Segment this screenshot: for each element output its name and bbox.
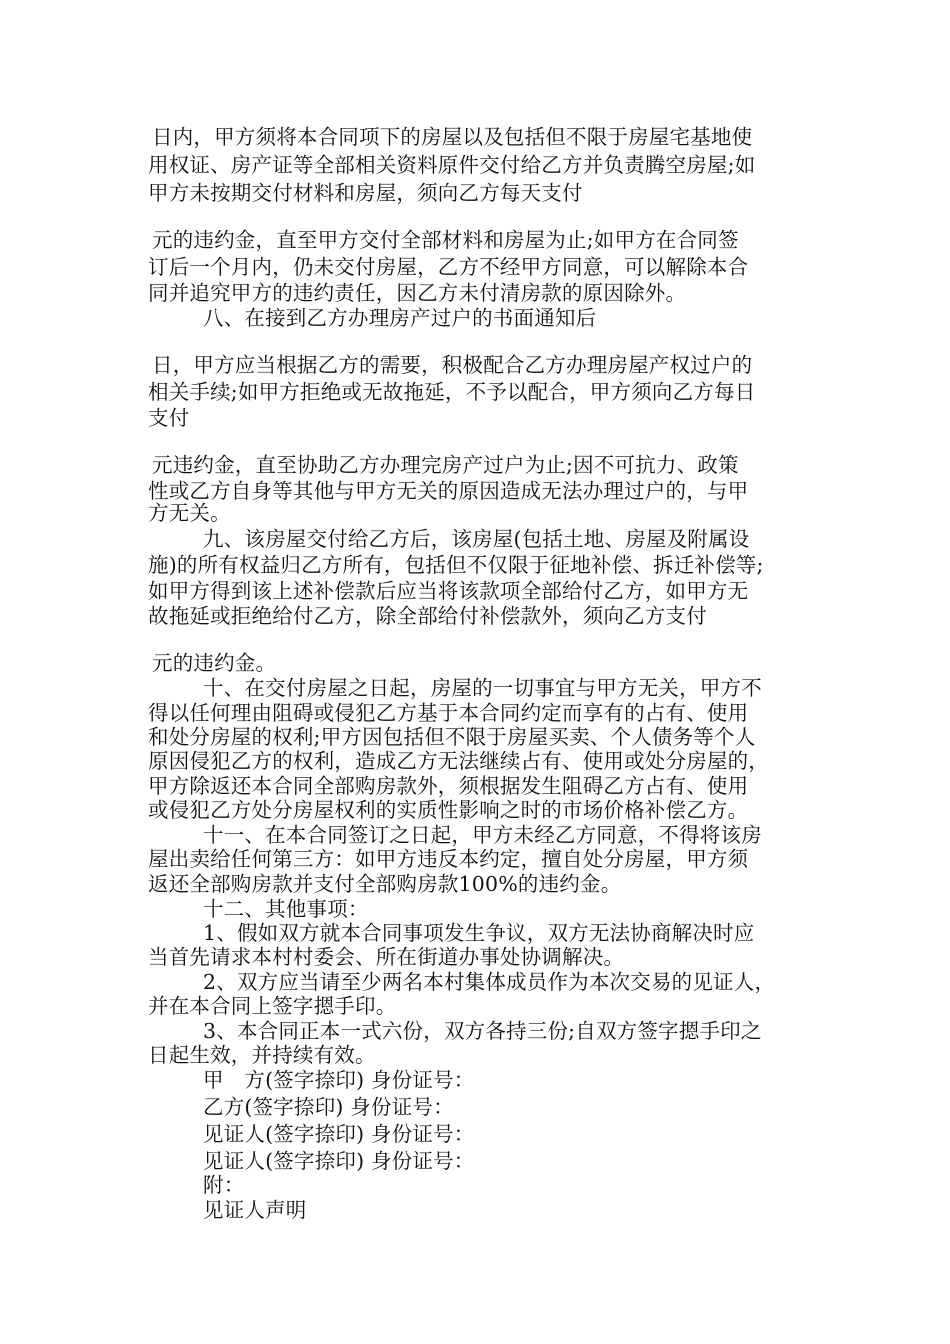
text-line: 相关手续;如甲方拒绝或无故拖延，不予以配合，甲方须向乙方每日	[148, 380, 756, 404]
text-line: 并在本合同上签字摁手印。	[148, 994, 397, 1018]
text-line: 故拖延或拒绝给付乙方，除全部给付补偿款外，须向乙方支付	[148, 604, 707, 628]
appendix-label: 附：	[203, 1173, 245, 1197]
text-line: 同并追究甲方的违约责任，因乙方未付清房款的原因除外。	[148, 281, 687, 305]
party-a-signature-line: 甲 方(签字捺印) 身份证号：	[203, 1068, 475, 1092]
text-line: 用权证、房产证等全部相关资料原件交付给乙方并负责腾空房屋;如	[148, 153, 756, 177]
text-line: 元的违约金。	[152, 651, 277, 675]
text-line: 甲方除返还本合同全部购房款外，须根据发生阻碍乙方占有、使用	[148, 774, 749, 798]
text-line: 甲方未按期交付材料和房屋，须向乙方每天支付	[148, 181, 583, 205]
witness-signature-line: 见证人(签字捺印) 身份证号：	[203, 1149, 475, 1173]
text-line: 元的违约金，直至甲方交付全部材料和房屋为止;如甲方在合同签	[152, 228, 739, 252]
text-line: 当首先请求本村村委会、所在街道办事处协调解决。	[148, 945, 625, 969]
party-b-signature-line: 乙方(签字捺印) 身份证号：	[203, 1095, 454, 1119]
witness-statement-heading: 见证人声明	[203, 1198, 307, 1222]
text-line: 或侵犯乙方处分房屋权利的实质性影响之时的市场价格补偿乙方。	[148, 798, 749, 822]
text-line: 方无关。	[148, 501, 231, 525]
text-line: 和处分房屋的权利;甲方因包括但不限于房屋买卖、个人债务等个人	[148, 725, 756, 749]
text-line: 屋出卖给任何第三方：如甲方违反本约定，擅自处分房屋，甲方须	[148, 847, 749, 871]
text-line: 施)的所有权益归乙方所有，包括但不仅限于征地补偿、拆迁补偿等;	[148, 553, 764, 577]
text-line: 支付	[148, 406, 190, 430]
text-line: 返还全部购房款并支付全部购房款100%的违约金。	[148, 872, 622, 896]
text-line: 原因侵犯乙方的权利，造成乙方无法继续占有、使用或处分房屋的，	[148, 749, 769, 773]
text-line: 得以任何理由阻碍或侵犯乙方基于本合同约定而享有的占有、使用	[148, 701, 749, 725]
text-line: 订后一个月内，仍未交付房屋，乙方不经甲方同意，可以解除本合	[148, 255, 749, 279]
text-line: 2、双方应当请至少两名本村集体成员作为本次交易的见证人，	[203, 970, 776, 994]
witness-signature-line: 见证人(签字捺印) 身份证号：	[203, 1122, 475, 1146]
text-line: 日起生效，并持续有效。	[148, 1043, 376, 1067]
text-line: 九、该房屋交付给乙方后，该房屋(包括土地、房屋及附属设	[203, 527, 750, 551]
text-line: 3、本合同正本一式六份，双方各持三份;自双方签字摁手印之	[203, 1019, 762, 1043]
text-line: 十二、其他事项：	[203, 897, 369, 921]
text-line: 性或乙方自身等其他与甲方无关的原因造成无法办理过户的，与甲	[148, 479, 749, 503]
text-line: 八、在接到乙方办理房产过户的书面通知后	[203, 306, 597, 330]
text-line: 元违约金，直至协助乙方办理完房产过户为止;因不可抗力、政策	[152, 453, 739, 477]
text-line: 日，甲方应当根据乙方的需要，积极配合乙方办理房屋产权过户的	[152, 353, 753, 377]
text-line: 如甲方得到该上述补偿款后应当将该款项全部给付乙方，如甲方无	[148, 579, 749, 603]
text-line: 十一、在本合同签订之日起，甲方未经乙方同意，不得将该房	[203, 823, 762, 847]
text-line: 十、在交付房屋之日起，房屋的一切事宜与甲方无关，甲方不	[203, 676, 762, 700]
text-line: 日内，甲方须将本合同项下的房屋以及包括但不限于房屋宅基地使	[152, 125, 753, 149]
text-line: 1、假如双方就本合同事项发生争议，双方无法协商解决时应	[203, 921, 755, 945]
